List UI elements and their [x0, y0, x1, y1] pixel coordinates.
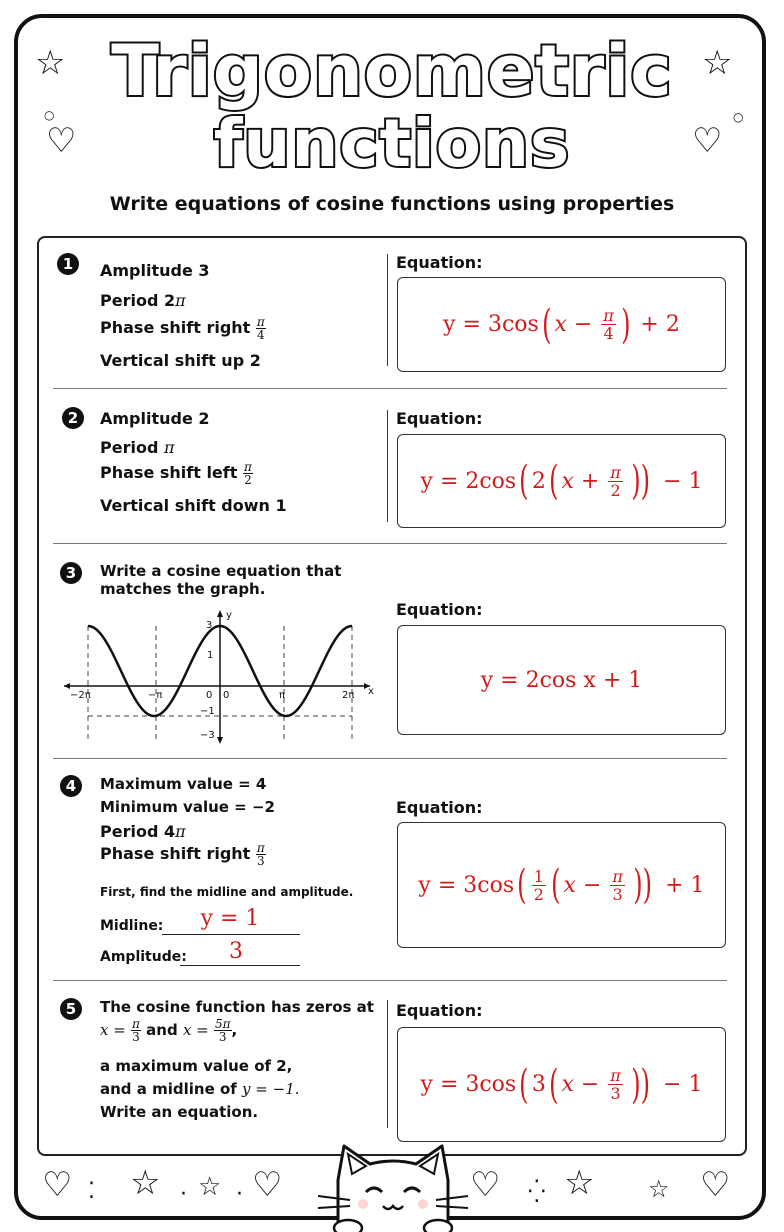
- midline-answer: y = 1: [200, 906, 260, 931]
- equation-label: Equation:: [396, 600, 483, 619]
- title-line2: functions: [213, 105, 571, 182]
- equation-answer: y = 3cos ( 1 2 ( x − $\frac{\pi}{3}$ )) + 1: [418, 862, 705, 908]
- max-text: Maximum value = 4: [100, 775, 267, 793]
- problem-number: 4: [60, 775, 82, 797]
- phase-text: Phase shift left $\frac{\pi}{2}$: [100, 460, 252, 487]
- x-tick-label: −2π: [70, 690, 91, 701]
- problem-number: 3: [60, 562, 82, 584]
- problem-number: 2: [62, 407, 84, 429]
- cat-icon: [308, 1140, 478, 1232]
- heart-icon: ♡: [700, 1165, 731, 1205]
- separator: [53, 543, 727, 544]
- phase-text: Phase shift right $\frac{\pi}{4}$: [100, 315, 265, 342]
- dots-icon: ·: [180, 1182, 187, 1207]
- prompt-line: and a midline of y = −1.: [100, 1080, 300, 1098]
- y-tick-label: −3: [200, 730, 215, 741]
- equation-answer: y = 2cos x + 1: [480, 667, 643, 693]
- min-text: Minimum value = −2: [100, 798, 275, 816]
- y-tick-label: 1: [207, 650, 214, 661]
- separator: [53, 980, 727, 981]
- equation-answer: y = 3cos ( 3 ( x − $\frac{\pi}{3}$ )) − 1: [420, 1061, 703, 1108]
- period-text: Period 4π: [100, 822, 186, 841]
- period-text: Period π: [100, 438, 175, 457]
- equation-box-2: [397, 434, 726, 528]
- star-icon: ☆: [130, 1163, 161, 1203]
- prompt-line: Write an equation.: [100, 1103, 259, 1121]
- prompt-line: Write a cosine equation that: [100, 562, 342, 580]
- amplitude-blank: [180, 965, 300, 966]
- x-tick-label: 2π: [342, 690, 355, 701]
- heart-icon: ♡: [252, 1165, 283, 1205]
- problem-number: 1: [57, 253, 79, 275]
- period-text: Period 2π: [100, 291, 186, 310]
- vertical-text: Vertical shift up 2: [100, 351, 261, 370]
- star-icon: ☆: [198, 1172, 222, 1202]
- equation-label: Equation:: [396, 253, 483, 272]
- amplitude-label: Amplitude:: [100, 949, 187, 965]
- heart-icon: ♡: [470, 1165, 501, 1205]
- amplitude-text: Amplitude 2: [100, 409, 210, 428]
- y-tick-label: 3: [206, 620, 213, 631]
- star-icon: ☆: [648, 1175, 670, 1203]
- star-icon: ☆: [564, 1163, 595, 1203]
- x-axis-label: x: [368, 686, 374, 697]
- equation-answer: y = 2cos ( 2 ( x + $\frac{\pi}{2}$ )) − 1: [420, 458, 703, 504]
- hint-text: First, find the midline and amplitude.: [100, 885, 354, 899]
- star-icon: ☆: [35, 43, 66, 83]
- dots-icon: ·: [236, 1182, 243, 1207]
- equation-box-4: [397, 822, 726, 948]
- x-tick-label: π: [279, 690, 286, 701]
- prompt-line: a maximum value of 2,: [100, 1057, 293, 1075]
- dot-icon: ○: [44, 108, 55, 122]
- problem-number: 5: [60, 998, 82, 1020]
- amplitude-answer: 3: [229, 939, 243, 964]
- separator: [53, 388, 727, 389]
- subtitle: Write equations of cosine functions using properties: [109, 193, 675, 215]
- equation-box-1: [397, 277, 726, 372]
- midline-blank: [162, 934, 300, 935]
- separator: [53, 758, 727, 759]
- equation-box-5: [397, 1027, 726, 1142]
- title-line1: Trigonometric: [111, 30, 673, 112]
- divider: [387, 1000, 388, 1128]
- dot-icon: ○: [733, 110, 744, 124]
- cosine-graph: [60, 606, 380, 746]
- star-icon: ☆: [702, 43, 733, 83]
- vertical-text: Vertical shift down 1: [100, 496, 287, 515]
- heart-icon: ♡: [42, 1165, 73, 1205]
- equation-label: Equation:: [396, 1001, 483, 1020]
- x-tick-label: −π: [148, 690, 163, 701]
- y-tick-label: 0: [223, 690, 230, 701]
- prompt-line: matches the graph.: [100, 580, 266, 598]
- x-tick-label: 0: [206, 690, 213, 701]
- amplitude-text: Amplitude 3: [100, 261, 210, 280]
- y-axis-label: y: [226, 610, 232, 621]
- divider: [387, 410, 388, 522]
- equation-label: Equation:: [396, 798, 483, 817]
- equation-label: Equation:: [396, 409, 483, 428]
- equation-answer: y = 3cos ( x − $\frac{\pi}{4}$ ) + 2: [443, 301, 680, 348]
- dots-icon: ⁛: [528, 1180, 546, 1205]
- dots-icon: ⁚: [88, 1179, 95, 1204]
- heart-icon: ♡: [46, 121, 77, 161]
- zeros-text: x = $\frac{\pi}{3}$ and x = $\frac{5\pi}{3}$ ,: [100, 1017, 238, 1044]
- equation-box-3: [397, 625, 726, 735]
- y-tick-label: −1: [200, 706, 215, 717]
- divider: [387, 254, 388, 366]
- prompt-line: The cosine function has zeros at: [100, 998, 374, 1016]
- midline-label: Midline:: [100, 918, 164, 934]
- heart-icon: ♡: [692, 121, 723, 161]
- phase-text: Phase shift right $\frac{\pi}{3}$: [100, 841, 265, 868]
